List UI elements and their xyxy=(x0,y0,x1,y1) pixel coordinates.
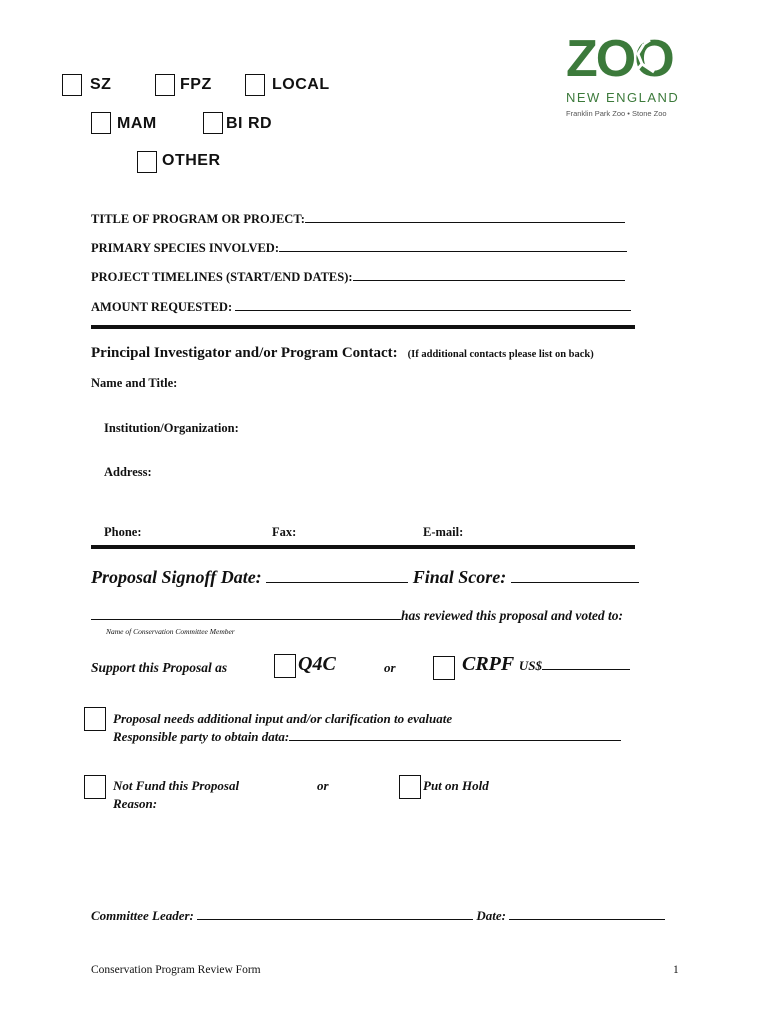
hold-checkbox[interactable] xyxy=(399,775,421,799)
address-label: Address: xyxy=(104,465,152,479)
responsible-label: Responsible party to obtain data: xyxy=(113,729,290,744)
amount-label: AMOUNT REQUESTED: xyxy=(91,300,233,314)
contact-heading: Principal Investigator and/or Program Contact: xyxy=(91,345,398,361)
leader-label: Committee Leader: xyxy=(91,908,194,923)
mam-checkbox[interactable] xyxy=(91,112,111,134)
crpf-amount-field[interactable] xyxy=(542,655,630,670)
reviewed-text: has reviewed this proposal and voted to: xyxy=(401,608,623,623)
not-fund-checkbox[interactable] xyxy=(84,775,106,799)
reviewer-name-field[interactable] xyxy=(91,605,401,620)
or-label-1: or xyxy=(384,660,396,675)
email-label: E-mail: xyxy=(423,525,464,539)
q4c-checkbox[interactable] xyxy=(274,654,296,678)
form-name: Conservation Program Review Form xyxy=(91,964,261,976)
or-label-2: or xyxy=(317,778,329,793)
local-label: LOCAL xyxy=(272,76,330,93)
title-field[interactable] xyxy=(91,210,625,227)
q4c-label: Q4C xyxy=(298,653,336,675)
timelines-field[interactable] xyxy=(91,268,625,285)
bird-checkbox[interactable] xyxy=(203,112,223,134)
currency-label: US$ xyxy=(518,658,542,673)
title-label: TITLE OF PROGRAM OR PROJECT: xyxy=(91,212,305,226)
final-score-field[interactable] xyxy=(511,567,639,583)
support-label: Support this Proposal as xyxy=(91,660,228,675)
logo-subtitle: NEW ENGLAND xyxy=(566,90,680,105)
hold-label: Put on Hold xyxy=(423,778,489,793)
responsible-row xyxy=(113,729,621,745)
sz-label: SZ xyxy=(90,76,112,93)
name-title-label: Name and Title: xyxy=(91,376,178,390)
signoff-date-field[interactable] xyxy=(266,567,408,583)
date-field[interactable] xyxy=(509,908,665,920)
responsible-field[interactable] xyxy=(289,729,621,741)
crpf-checkbox[interactable] xyxy=(433,656,455,680)
section-divider-2 xyxy=(91,545,635,549)
fax-label: Fax: xyxy=(272,525,297,539)
fpz-checkbox[interactable] xyxy=(155,74,175,96)
institution-label: Institution/Organization: xyxy=(104,421,239,435)
not-fund-label: Not Fund this Proposal xyxy=(113,778,240,793)
logo-wordmark: ZOO xyxy=(566,30,673,88)
final-score-label: Final Score: xyxy=(412,567,507,587)
sz-checkbox[interactable] xyxy=(62,74,82,96)
phone-label: Phone: xyxy=(104,525,142,539)
fpz-label: FPZ xyxy=(180,76,212,93)
other-label: OTHER xyxy=(162,152,221,169)
needs-input-label: Proposal needs additional input and/or clarification to evaluate xyxy=(113,711,453,726)
section-divider-1 xyxy=(91,325,635,329)
species-field[interactable] xyxy=(91,239,627,256)
date-label: Date: xyxy=(476,908,506,923)
member-caption: Name of Conservation Committee Member xyxy=(106,627,235,636)
logo-parks: Franklin Park Zoo • Stone Zoo xyxy=(566,109,667,118)
other-checkbox[interactable] xyxy=(137,151,157,173)
crpf-row xyxy=(462,653,630,676)
contact-note: (If additional contacts please list on back) xyxy=(407,349,594,360)
local-checkbox[interactable] xyxy=(245,74,265,96)
page-number: 1 xyxy=(673,964,679,976)
amount-field[interactable] xyxy=(91,298,631,315)
needs-input-checkbox[interactable] xyxy=(84,707,106,731)
signoff-label: Proposal Signoff Date: xyxy=(91,567,262,587)
leader-row xyxy=(91,908,665,924)
crpf-label: CRPF xyxy=(462,653,514,675)
contact-heading-row xyxy=(91,344,594,362)
gazelle-icon xyxy=(624,38,664,82)
reviewer-row xyxy=(91,605,623,625)
reason-label: Reason: xyxy=(113,796,158,811)
timelines-label: PROJECT TIMELINES (START/END DATES): xyxy=(91,270,353,284)
leader-field[interactable] xyxy=(197,908,473,920)
signoff-row xyxy=(91,567,639,588)
species-label: PRIMARY SPECIES INVOLVED: xyxy=(91,241,279,255)
zoo-logo xyxy=(566,30,686,118)
bird-label: BI RD xyxy=(226,115,273,132)
mam-label: MAM xyxy=(117,115,157,132)
